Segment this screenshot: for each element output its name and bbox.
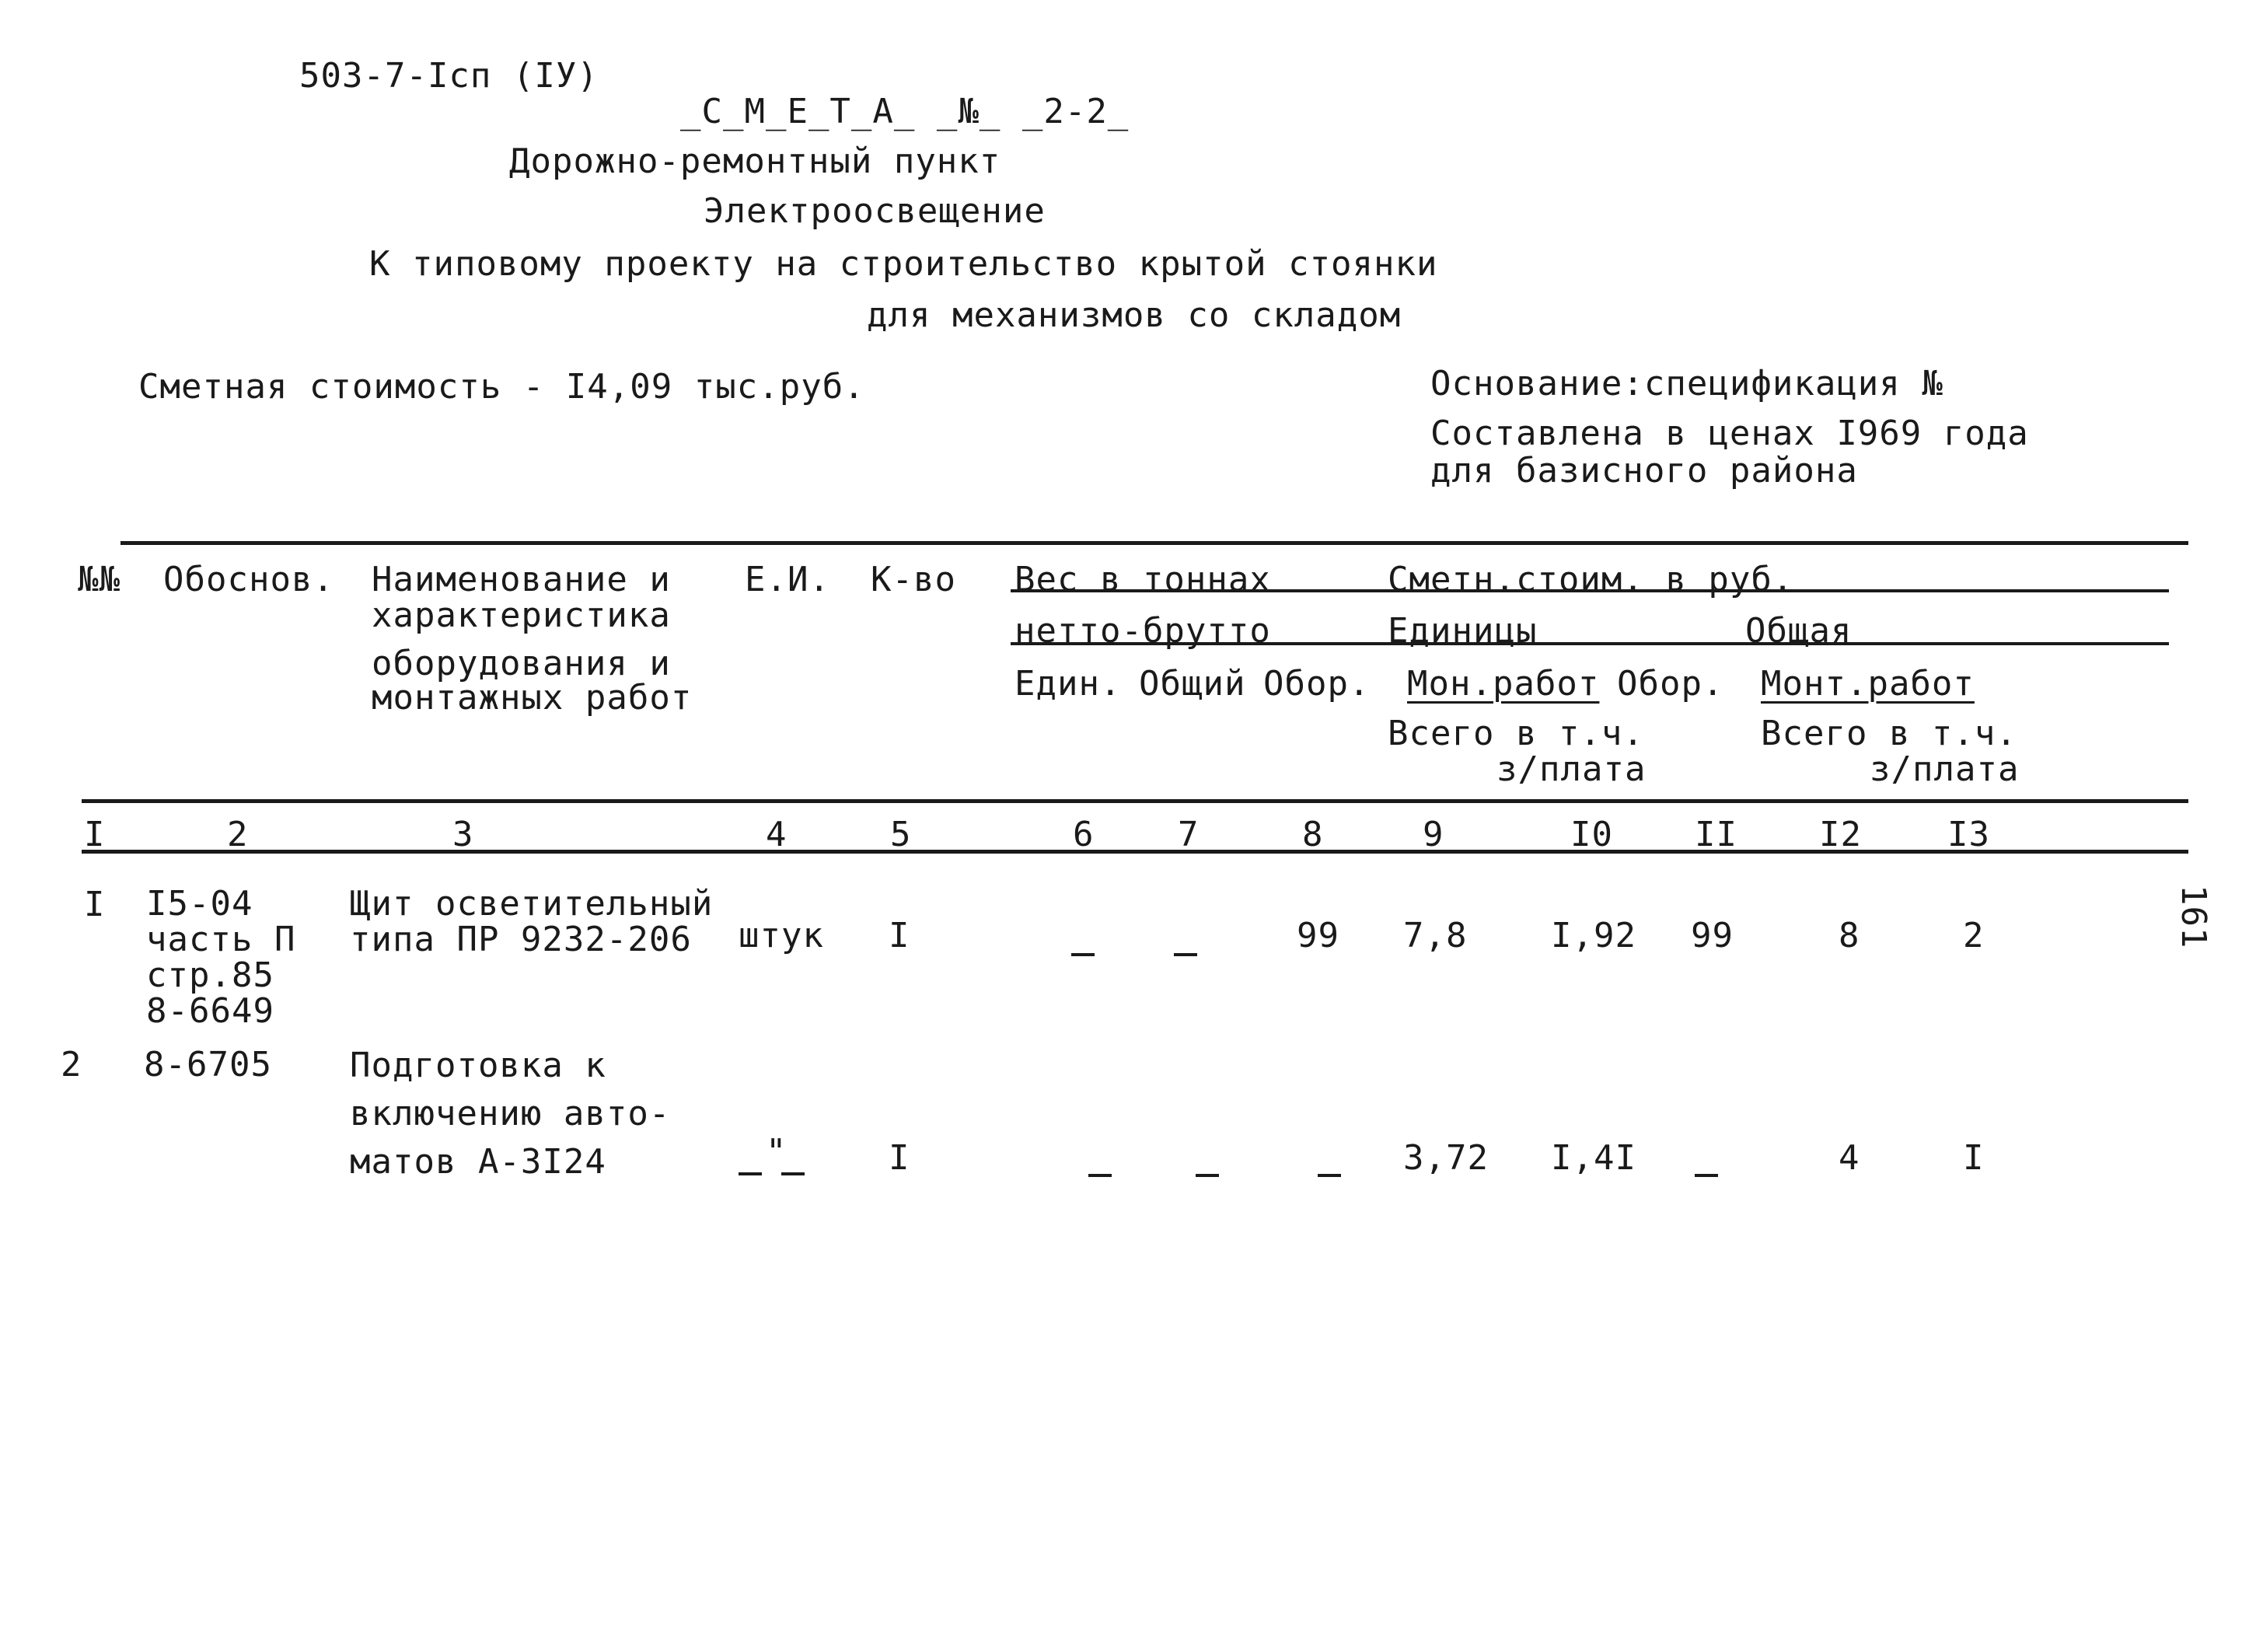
row-unit: штук bbox=[739, 916, 824, 955]
table-top-rule bbox=[120, 541, 2188, 545]
row-basis: I5-04 часть П стр.85 8-6649 bbox=[146, 884, 296, 1031]
column-number: 5 bbox=[890, 815, 912, 854]
header-num: №№ bbox=[78, 560, 120, 599]
header-bottom-rule bbox=[82, 799, 2188, 803]
empty-dash bbox=[1071, 953, 1095, 956]
empty-dash bbox=[1174, 953, 1197, 956]
row-unit-ditto: " bbox=[766, 1132, 787, 1172]
header-name-line-2: характеристика bbox=[372, 595, 671, 635]
project-code: 503-7-Iсп (IУ) bbox=[299, 56, 599, 96]
row-salary-unit: I,92 bbox=[1551, 916, 1636, 955]
section-name: Электроосвещение bbox=[704, 191, 1046, 231]
header-equipment-2: Обор. bbox=[1617, 664, 1724, 704]
header-qty: К-во bbox=[871, 560, 956, 599]
header-subtotal-2-line-1: Всего в т.ч. bbox=[1761, 714, 2017, 753]
column-number: 8 bbox=[1302, 815, 1324, 854]
column-number: I0 bbox=[1570, 815, 1613, 854]
row-qty: I bbox=[889, 1138, 910, 1178]
purpose-line-1: К типовому проекту на строительство крытой стоянки bbox=[369, 244, 1438, 284]
header-subtotal-1-line-1: Всего в т.ч. bbox=[1388, 714, 1644, 753]
basis-specification: Основание:спецификация № bbox=[1430, 364, 1943, 403]
row-mounting-unit: 7,8 bbox=[1403, 916, 1468, 955]
column-number: 4 bbox=[766, 815, 787, 854]
row-qty: I bbox=[889, 916, 910, 955]
header-name-line-4: монтажных работ bbox=[372, 678, 693, 718]
page-number: 161 bbox=[2174, 885, 2213, 949]
ditto-dash-right bbox=[781, 1172, 805, 1175]
header-subtotal-1-line-2: з/плата bbox=[1496, 749, 1647, 789]
column-number: 2 bbox=[227, 815, 249, 854]
header-netto-brutto: нетто-брутто bbox=[1014, 611, 1271, 651]
prices-line-2: для базисного района bbox=[1430, 451, 1858, 491]
ditto-dash-left bbox=[739, 1172, 762, 1175]
empty-dash bbox=[1196, 1174, 1219, 1177]
column-numbers-rule bbox=[82, 850, 2188, 854]
row-salary-unit: I,4I bbox=[1551, 1138, 1636, 1178]
prices-line-1: Составлена в ценах I969 года bbox=[1430, 414, 2029, 453]
row-number: 2 bbox=[61, 1045, 82, 1084]
purpose-line-2: для механизмов со складом bbox=[867, 295, 1402, 335]
column-number: II bbox=[1695, 815, 1737, 854]
header-mounting-2: Монт.работ bbox=[1761, 664, 1975, 704]
header-name-line-1: Наименование и bbox=[372, 560, 671, 599]
header-mounting-1: Мон.работ bbox=[1407, 664, 1600, 704]
document-title: _С_М_Е_Т_А_ _№_ _2-2_ bbox=[680, 92, 1130, 131]
column-number: 9 bbox=[1423, 815, 1444, 854]
empty-dash bbox=[1318, 1174, 1341, 1177]
header-cost-unit: Единицы bbox=[1388, 611, 1538, 651]
estimated-cost: Сметная стоимость - I4,09 тыс.руб. bbox=[138, 367, 865, 407]
row-mounting-total: 8 bbox=[1839, 916, 1860, 955]
header-subtotal-2-line-2: з/плата bbox=[1870, 749, 2020, 789]
row-equipment-total: 99 bbox=[1691, 916, 1734, 955]
header-weight-total: Общий bbox=[1139, 664, 1246, 704]
object-name: Дорожно-ремонтный пункт bbox=[509, 141, 1001, 181]
column-number: I bbox=[84, 815, 106, 854]
row-salary-total: I bbox=[1963, 1138, 1985, 1178]
row-mounting-total: 4 bbox=[1839, 1138, 1860, 1178]
column-number: I2 bbox=[1819, 815, 1862, 854]
empty-dash bbox=[1088, 1174, 1112, 1177]
header-unit: Е.И. bbox=[745, 560, 830, 599]
row-mounting-unit: 3,72 bbox=[1403, 1138, 1489, 1178]
row-name: Щит осветительный типа ПР 9232-206 bbox=[350, 884, 714, 959]
column-number: I3 bbox=[1947, 815, 1990, 854]
column-number: 3 bbox=[452, 815, 474, 854]
header-cost-total: Общая bbox=[1745, 611, 1853, 651]
column-number: 6 bbox=[1073, 815, 1095, 854]
header-cost: Сметн.стоим. в руб. bbox=[1388, 560, 1794, 599]
row-salary-total: 2 bbox=[1963, 916, 1985, 955]
header-basis: Обоснов. bbox=[163, 560, 334, 599]
header-equipment-1: Обор. bbox=[1263, 664, 1371, 704]
row-equipment-unit: 99 bbox=[1297, 916, 1339, 955]
column-number: 7 bbox=[1178, 815, 1200, 854]
row-number: I bbox=[84, 885, 106, 924]
empty-dash bbox=[1695, 1174, 1718, 1177]
header-weight-unit: Един. bbox=[1014, 664, 1122, 704]
header-weight: Вес в тоннах bbox=[1014, 560, 1271, 599]
row-basis: 8-6705 bbox=[144, 1045, 272, 1084]
row-name: Подготовка к включению авто- матов А-3I24 bbox=[350, 1046, 671, 1182]
header-name-line-3: оборудования и bbox=[372, 644, 671, 683]
